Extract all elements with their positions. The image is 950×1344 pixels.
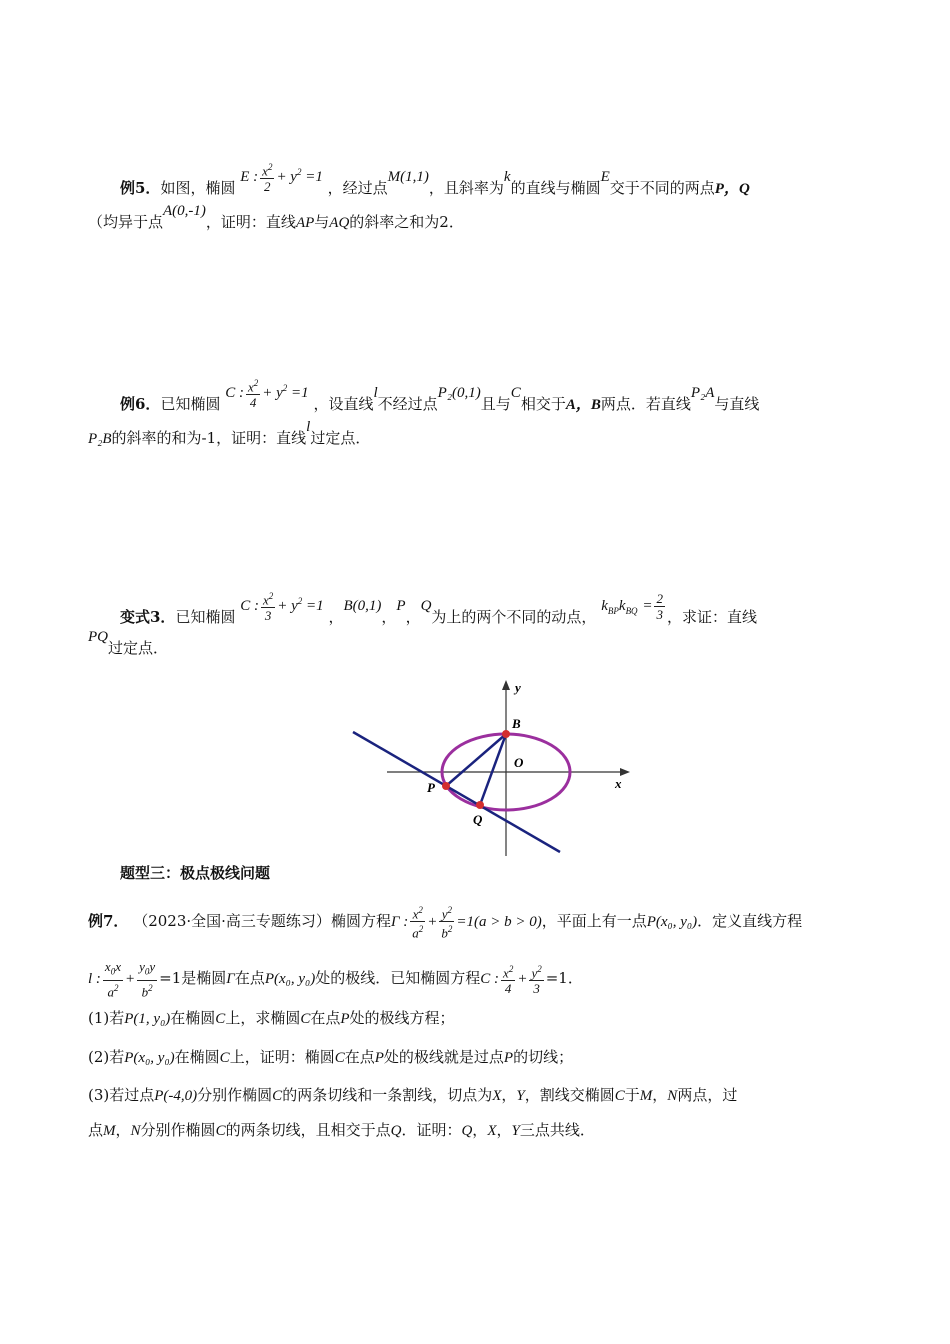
ex7-label: 例7． xyxy=(88,911,129,930)
label-x: x xyxy=(615,776,622,791)
label-q: Q xyxy=(473,812,483,827)
ex5-line1: 例5．如图，椭圆 E : $\frac{x^2}{2}$ + $y^2 =1$ ，经过点M(1,1)，且斜率为k的直线与椭圆E交于不同的两点P，Q xyxy=(120,162,750,198)
ex7-q1: (1)若P(1, y₀)在椭圆C上，求椭圆C在点P处的极线方程； xyxy=(88,1009,455,1027)
ex7-q3-line1: (3)若过点P(-4,0)分别作椭圆C的两条切线和一条割线，切点为X，Y，割线交椭圆C于M，N两点，过 xyxy=(88,1086,738,1104)
point-p xyxy=(442,782,450,790)
point-q xyxy=(476,801,484,809)
ex7-line1: 例7． （2023·全国·高三专题练习）椭圆方程Γ : $\frac{x^2}{a^2}$ + $\frac{y^2}{b^2}$ =1(a > b > 0)，平面上有一点P(x₀, y₀)．定义直线方程 xyxy=(88,905,803,941)
var3-ellipse-eq: C : $\frac{x^2}{3}$ + $y^2 =1$ xyxy=(240,591,324,624)
var3-line2: PQ过定点． xyxy=(88,629,169,657)
y-axis-arrow xyxy=(502,680,510,690)
label-o: O xyxy=(514,755,524,770)
label-y: y xyxy=(515,680,521,695)
ex7-q3-line2: 点M，N分别作椭圆C的两条切线，且相交于点Q．证明：Q，X，Y三点共线． xyxy=(88,1121,595,1139)
ex7-line2: l : $\frac{x_0x}{a^2}$ + $\frac{y_0y}{b^2}$ =1是椭圆Γ在点P(x₀, y₀)处的极线．已知椭圆方程C : $\frac{x^2}{4}$ + $\frac{y^2}{3}$ =1． xyxy=(88,959,583,999)
section-title: 题型三：极点极线问题 xyxy=(120,864,271,882)
var3-label: 变式3． xyxy=(120,608,176,627)
label-b: B xyxy=(512,716,521,731)
ex5-ellipse-eq: E : $\frac{x^2}{2}$ + $y^2 =1$ xyxy=(240,162,323,195)
ex7-q2: (2)若P(x₀, y₀)在椭圆C上，证明：椭圆C在点P处的极线就是过点P的切线； xyxy=(88,1048,574,1066)
line-pq xyxy=(353,732,560,852)
ex6-ellipse-eq: C : $\frac{x^2}{4}$ + $y^2 =1$ xyxy=(225,378,309,411)
var3-slope-eq: $k_{BP}k_{BQ}$ = $\frac{2}{3}$ xyxy=(601,590,663,622)
ex6-label: 例6． xyxy=(120,395,161,414)
ex6-line2: P₂B的斜率的和为-1，证明：直线l过定点． xyxy=(88,419,371,447)
ex6-line1: 例6．已知椭圆 C : $\frac{x^2}{4}$ + $y^2 =1$ ，设直线l不经过点P₂(0,1)且与C相交于A，B两点．若直线P₂A与直线 xyxy=(120,378,760,414)
point-b xyxy=(502,730,510,738)
var3-line1: 变式3．已知椭圆 C : $\frac{x^2}{3}$ + $y^2 =1$ ，B(0,1)，P，Q为上的两个不同的动点， $k_{BP}k_{BQ}$ = $\frac{2}{3}$ ，求证：直线 xyxy=(120,590,757,627)
ex5-line2: （均异于点A(0,-1)，证明：直线AP与AQ的斜率之和为2． xyxy=(88,203,464,231)
label-p: P xyxy=(427,780,435,795)
ellipse-figure xyxy=(345,678,635,856)
ex5-label: 例5． xyxy=(120,179,161,198)
x-axis-arrow xyxy=(620,768,630,776)
